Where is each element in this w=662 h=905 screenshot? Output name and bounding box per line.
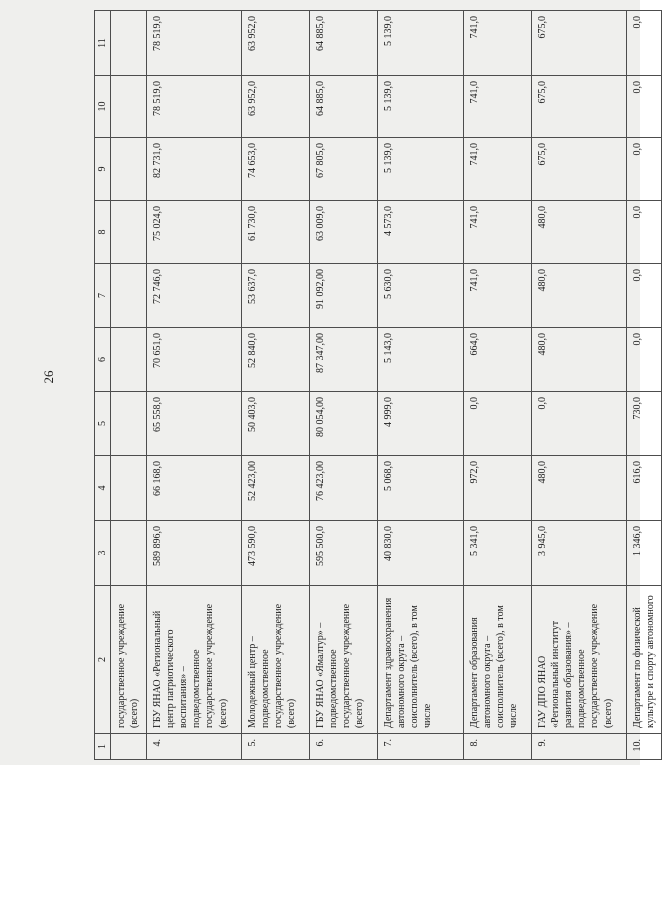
table-row <box>241 11 309 760</box>
value-cell: 675,0 <box>531 11 626 76</box>
value-cell: 473 590,0 <box>241 521 309 586</box>
value-cell: 63 952,0 <box>241 76 309 138</box>
value-cell: 64 885,0 <box>309 11 377 76</box>
value-cell: 0,0 <box>531 392 626 456</box>
page-number: 26 <box>41 370 56 384</box>
value-cell: 0,0 <box>626 138 661 201</box>
value-cell: 0,0 <box>626 201 661 264</box>
column-number: 2 <box>95 586 111 734</box>
value-cell: 3 945,0 <box>531 521 626 586</box>
value-cell: 741,0 <box>463 264 531 328</box>
value-cell: 5 341,0 <box>463 521 531 586</box>
value-cell: 52 840,0 <box>241 328 309 392</box>
column-number: 4 <box>95 456 111 521</box>
value-cell: 0,0 <box>626 328 661 392</box>
table-row <box>531 11 626 760</box>
value-cell: 595 500,0 <box>309 521 377 586</box>
value-cell: 730,0 <box>626 392 661 456</box>
table-wrapper <box>94 11 656 760</box>
value-cell: 5 139,0 <box>377 138 463 201</box>
value-cell: 74 653,0 <box>241 138 309 201</box>
value-cell: 0,0 <box>463 392 531 456</box>
value-cell: 63 952,0 <box>241 11 309 76</box>
row-number: 4. <box>146 734 241 760</box>
value-cell: 480,0 <box>531 201 626 264</box>
value-cell <box>111 521 146 586</box>
value-cell: 63 009,0 <box>309 201 377 264</box>
row-name: ГАУ ДПО ЯНАО «Региональный институт развития образования» – подведомственное государственное учреждение (всего) <box>531 586 626 734</box>
row-name: ГБУ ЯНАО «Ямалтур» – подведомственное государственное учреждение (всего) <box>309 586 377 734</box>
value-cell: 4 573,0 <box>377 201 463 264</box>
value-cell: 87 347,00 <box>309 328 377 392</box>
value-cell: 70 651,0 <box>146 328 241 392</box>
value-cell: 91 092,00 <box>309 264 377 328</box>
value-cell: 741,0 <box>463 11 531 76</box>
value-cell: 50 403,0 <box>241 392 309 456</box>
value-cell: 52 423,00 <box>241 456 309 521</box>
value-cell: 65 558,0 <box>146 392 241 456</box>
value-cell: 589 896,0 <box>146 521 241 586</box>
row-name: Департамент здравоохранения автономного округа – соисполнитель (всего), в том числе <box>377 586 463 734</box>
value-cell: 61 730,0 <box>241 201 309 264</box>
value-cell: 480,0 <box>531 328 626 392</box>
value-cell: 80 054,00 <box>309 392 377 456</box>
value-cell: 78 519,0 <box>146 76 241 138</box>
column-number: 9 <box>95 138 111 201</box>
value-cell: 67 805,0 <box>309 138 377 201</box>
value-cell <box>111 392 146 456</box>
column-number: 3 <box>95 521 111 586</box>
value-cell <box>111 138 146 201</box>
table-row <box>111 11 146 760</box>
column-number: 8 <box>95 201 111 264</box>
value-cell <box>111 201 146 264</box>
table-row <box>463 11 531 760</box>
value-cell: 72 746,0 <box>146 264 241 328</box>
table-row <box>309 11 377 760</box>
value-cell: 480,0 <box>531 264 626 328</box>
value-cell: 0,0 <box>626 11 661 76</box>
row-number: 5. <box>241 734 309 760</box>
value-cell: 0,0 <box>626 264 661 328</box>
row-number: 9. <box>531 734 626 760</box>
column-number: 11 <box>95 11 111 76</box>
value-cell: 675,0 <box>531 76 626 138</box>
value-cell: 64 885,0 <box>309 76 377 138</box>
value-cell: 5 630,0 <box>377 264 463 328</box>
value-cell: 675,0 <box>531 138 626 201</box>
table-row <box>626 11 661 760</box>
row-name: Департамент по физической культуре и спорту автономного <box>626 586 661 734</box>
value-cell: 616,0 <box>626 456 661 521</box>
column-number: 10 <box>95 76 111 138</box>
value-cell: 4 999,0 <box>377 392 463 456</box>
value-cell: 5 068,0 <box>377 456 463 521</box>
column-number: 7 <box>95 264 111 328</box>
value-cell <box>111 264 146 328</box>
row-number: 6. <box>309 734 377 760</box>
value-cell: 664,0 <box>463 328 531 392</box>
value-cell: 75 024,0 <box>146 201 241 264</box>
value-cell: 76 423,00 <box>309 456 377 521</box>
value-cell: 5 139,0 <box>377 11 463 76</box>
row-number: 7. <box>377 734 463 760</box>
table-row <box>146 11 241 760</box>
row-name: ГБУ ЯНАО «Региональный центр патриотического воспитания» – подведомственное государственное учреждение (всего) <box>146 586 241 734</box>
value-cell: 5 143,0 <box>377 328 463 392</box>
value-cell: 741,0 <box>463 138 531 201</box>
row-name: Молодежный центр – подведомственное государственное учреждение (всего) <box>241 586 309 734</box>
row-number <box>111 734 146 760</box>
value-cell: 5 139,0 <box>377 76 463 138</box>
column-number: 5 <box>95 392 111 456</box>
value-cell: 480,0 <box>531 456 626 521</box>
value-cell <box>111 76 146 138</box>
column-number: 1 <box>95 734 111 760</box>
row-name: Департамент образования автономного округа – соисполнитель (всего), в том числе <box>463 586 531 734</box>
value-cell: 40 830,0 <box>377 521 463 586</box>
table-row <box>377 11 463 760</box>
value-cell <box>111 328 146 392</box>
value-cell <box>111 456 146 521</box>
value-cell: 741,0 <box>463 201 531 264</box>
row-name: государственное учреждение (всего) <box>111 586 146 734</box>
value-cell: 82 731,0 <box>146 138 241 201</box>
value-cell: 78 519,0 <box>146 11 241 76</box>
value-cell: 741,0 <box>463 76 531 138</box>
value-cell: 0,0 <box>626 76 661 138</box>
value-cell: 1 346,0 <box>626 521 661 586</box>
value-cell: 66 168,0 <box>146 456 241 521</box>
value-cell: 53 637,0 <box>241 264 309 328</box>
row-number: 10. <box>626 734 661 760</box>
value-cell: 972,0 <box>463 456 531 521</box>
value-cell <box>111 11 146 76</box>
column-number: 6 <box>95 328 111 392</box>
column-number-row <box>95 11 111 760</box>
row-number: 8. <box>463 734 531 760</box>
budget-table <box>94 10 662 760</box>
